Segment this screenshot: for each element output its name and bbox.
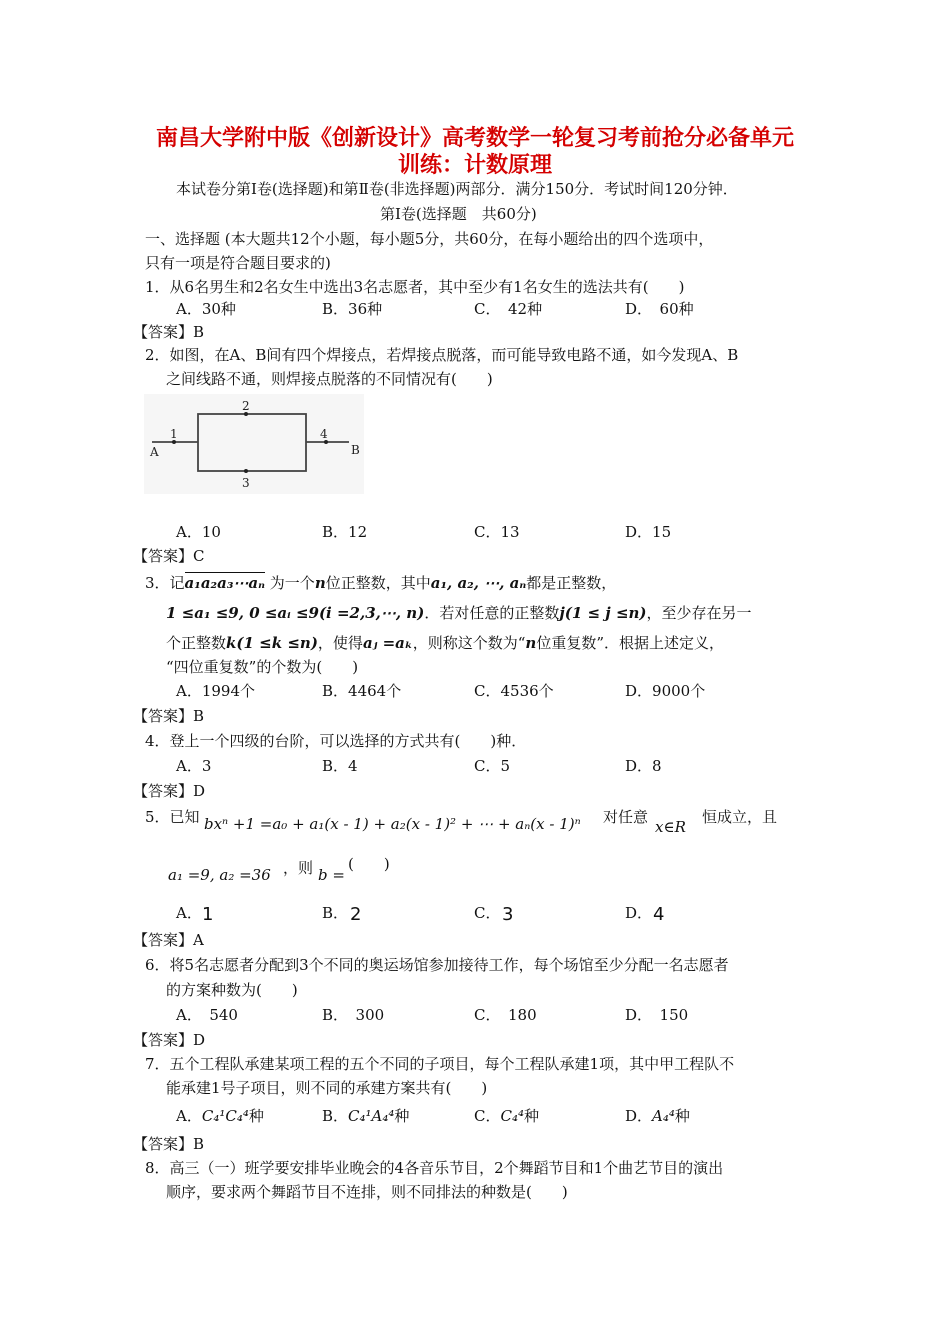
- q4-option-a: A．3: [176, 757, 212, 775]
- q1-option-d: D． 60种: [625, 300, 694, 318]
- intro-text: 本试卷分第Ⅰ卷(选择题)和第Ⅱ卷(非选择题)两部分．满分150分．考试时间120分钟．: [176, 180, 738, 198]
- q5-prefix: 5．已知: [145, 808, 200, 826]
- weld-point-4-label: 4: [320, 427, 328, 441]
- q6-option-b: B． 300: [322, 1006, 385, 1024]
- q3-text: ，则称这个数为“: [412, 634, 526, 652]
- q2-stem-cont: 之间线路不通，则焊接点脱落的不同情况有( ): [166, 370, 493, 388]
- q3-line3: [166, 632, 724, 653]
- q5-text: ，则: [283, 859, 314, 877]
- doc-title-line1: 南昌大学附中版《创新设计》高考数学一轮复习考前抢分必备单元: [155, 126, 794, 151]
- q3-text: ．若对任意的正整数: [424, 604, 560, 622]
- q2-option-d: D．15: [625, 523, 672, 541]
- q3-line1: [145, 572, 616, 593]
- circuit-diagram: [144, 394, 364, 494]
- q8-stem-cont: 顺序，要求两个舞蹈节目不连排，则不同排法的种数是( ): [166, 1183, 568, 1201]
- q1-option-b: B．36种: [322, 300, 383, 318]
- q3-text: 都是正整数，: [526, 574, 617, 592]
- q4-answer: 【答案】D: [133, 782, 206, 800]
- q5-paren: ( ): [348, 855, 390, 873]
- q5-text: 恒成立，且: [702, 808, 778, 826]
- q1-answer: 【答案】B: [133, 323, 205, 341]
- weld-point-1-label: 1: [170, 427, 178, 441]
- q5-option-a-label: A．: [176, 904, 202, 922]
- q7-unit: 种: [674, 1107, 690, 1125]
- q3-text: 为一个: [269, 574, 315, 592]
- q4-option-b: B．4: [322, 757, 358, 775]
- q6-option-a: A． 540: [176, 1006, 238, 1024]
- q3-text: 个正整数: [166, 634, 227, 652]
- section-heading-cont: 只有一项是符合题目要求的): [145, 254, 331, 272]
- q3-text: 位正整数，其中: [325, 574, 431, 592]
- q7-option-b-value: C₄¹A₄⁴: [348, 1107, 395, 1125]
- q3-prefix: 3．记: [145, 574, 185, 592]
- q5-option-b-label: B．: [322, 904, 349, 922]
- q5-option-d-label: D．: [625, 904, 653, 922]
- q3-text: 位重复数”．根据上述定义，: [536, 634, 724, 652]
- q7-option-c: [474, 1105, 539, 1126]
- q3-option-a: A．1994个: [176, 682, 256, 700]
- q7-option-b-label: B．: [322, 1107, 349, 1125]
- q3-line2: [166, 602, 752, 623]
- q5-option-c-value: 3: [502, 904, 514, 925]
- q2-answer: 【答案】C: [133, 547, 205, 565]
- terminal-a-label: A: [150, 445, 159, 459]
- q1-stem: 1．从6名男生和2名女生中选出3名志愿者，其中至少有1名女生的选法共有( ): [145, 278, 685, 296]
- q7-unit: 种: [524, 1107, 540, 1125]
- q6-stem-cont: 的方案种数为( ): [166, 981, 298, 999]
- q2-option-c: C．13: [474, 523, 520, 541]
- q3-eq: aⱼ =aₖ: [362, 634, 413, 652]
- q5-answer: 【答案】A: [133, 931, 204, 949]
- q2-stem: 2．如图，在A、B间有四个焊接点，若焊接点脱落，而可能导致电路不通，如今发现A、B: [145, 346, 739, 364]
- q6-option-c: C． 180: [474, 1006, 537, 1024]
- q5-option-c-label: C．: [474, 904, 501, 922]
- q3-sequence: a₁a₂a₃⋯aₙ: [184, 574, 266, 592]
- q3-condition: 1 ≤a₁ ≤9, 0 ≤aᵢ ≤9(i =2,3,⋯, n): [166, 604, 425, 622]
- q5-condition: a₁ =9, a₂ =36: [168, 866, 271, 884]
- q7-option-c-label: C．: [474, 1107, 501, 1125]
- q7-unit: 种: [394, 1107, 410, 1125]
- q3-text: ，使得: [317, 634, 363, 652]
- q7-option-b: [322, 1105, 409, 1126]
- q7-option-d: [625, 1105, 690, 1126]
- part1-heading: 第Ⅰ卷(选择题 共60分): [380, 205, 537, 223]
- q5-formula: bxⁿ +1 =a₀ + a₁(x - 1) + a₂(x - 1)² + ⋯ + aₙ(x - 1)ⁿ: [204, 815, 581, 833]
- terminal-b-label: B: [351, 443, 360, 457]
- q7-option-d-value: A₄⁴: [652, 1107, 675, 1125]
- q3-list: a₁, a₂, ⋯, aₙ: [430, 574, 527, 592]
- q5-text: 对任意: [603, 808, 649, 826]
- q7-option-c-value: C₄⁴: [500, 1107, 524, 1125]
- q4-stem: 4．登上一个四级的台阶，可以选择的方式共有( )种．: [145, 732, 527, 750]
- q7-stem: 7．五个工程队承建某项工程的五个不同的子项目，每个工程队承建1项，其中甲工程队不: [145, 1055, 735, 1073]
- q3-option-d: D．9000个: [625, 682, 706, 700]
- q3-n: n: [525, 634, 537, 652]
- q7-option-a-label: A．: [176, 1107, 202, 1125]
- q5-xr: x∈R: [655, 818, 686, 836]
- q7-option-a: [176, 1105, 264, 1126]
- q5-b: b =: [318, 866, 345, 884]
- section-heading: 一、选择题 (本大题共12个小题，每小题5分，共60分，在每小题给出的四个选项中，: [145, 230, 714, 248]
- q3-answer: 【答案】B: [133, 707, 205, 725]
- q8-stem: 8．高三（一）班学要安排毕业晚会的4各音乐节目，2个舞蹈节目和1个曲艺节目的演出: [145, 1159, 724, 1177]
- q3-text: ，至少存在另一: [646, 604, 752, 622]
- q3-j: j(1 ≤ j ≤n): [559, 604, 647, 622]
- q4-option-d: D．8: [625, 757, 662, 775]
- weld-point-2-label: 2: [242, 399, 250, 413]
- q3-option-b: B．4464个: [322, 682, 402, 700]
- q2-option-a: A．10: [176, 523, 221, 541]
- q5-option-b-value: 2: [350, 904, 362, 925]
- q6-option-d: D． 150: [625, 1006, 689, 1024]
- q3-n: n: [314, 574, 326, 592]
- q7-option-d-label: D．: [625, 1107, 653, 1125]
- q1-option-a: A．30种: [176, 300, 236, 318]
- doc-title-line2: 训练：计数原理: [397, 153, 552, 178]
- q7-stem-cont: 能承建1号子项目，则不同的承建方案共有( ): [166, 1079, 488, 1097]
- q7-unit: 种: [248, 1107, 264, 1125]
- q4-option-c: C．5: [474, 757, 511, 775]
- q6-stem: 6．将5名志愿者分配到3个不同的奥运场馆参加接待工作，每个场馆至少分配一名志愿者: [145, 956, 729, 974]
- q1-option-c: C． 42种: [474, 300, 543, 318]
- weld-point-3-label: 3: [242, 476, 250, 490]
- q6-answer: 【答案】D: [133, 1031, 206, 1049]
- q7-option-a-value: C₄¹C₄⁴: [201, 1107, 249, 1125]
- q7-answer: 【答案】B: [133, 1135, 205, 1153]
- q3-option-c: C．4536个: [474, 682, 554, 700]
- q5-option-d-value: 4: [653, 904, 665, 925]
- q5-option-a-value: 1: [202, 904, 214, 925]
- q3-k: k(1 ≤k ≤n): [226, 634, 318, 652]
- q3-line4: “四位重复数”的个数为( ): [166, 658, 359, 676]
- q2-option-b: B．12: [322, 523, 368, 541]
